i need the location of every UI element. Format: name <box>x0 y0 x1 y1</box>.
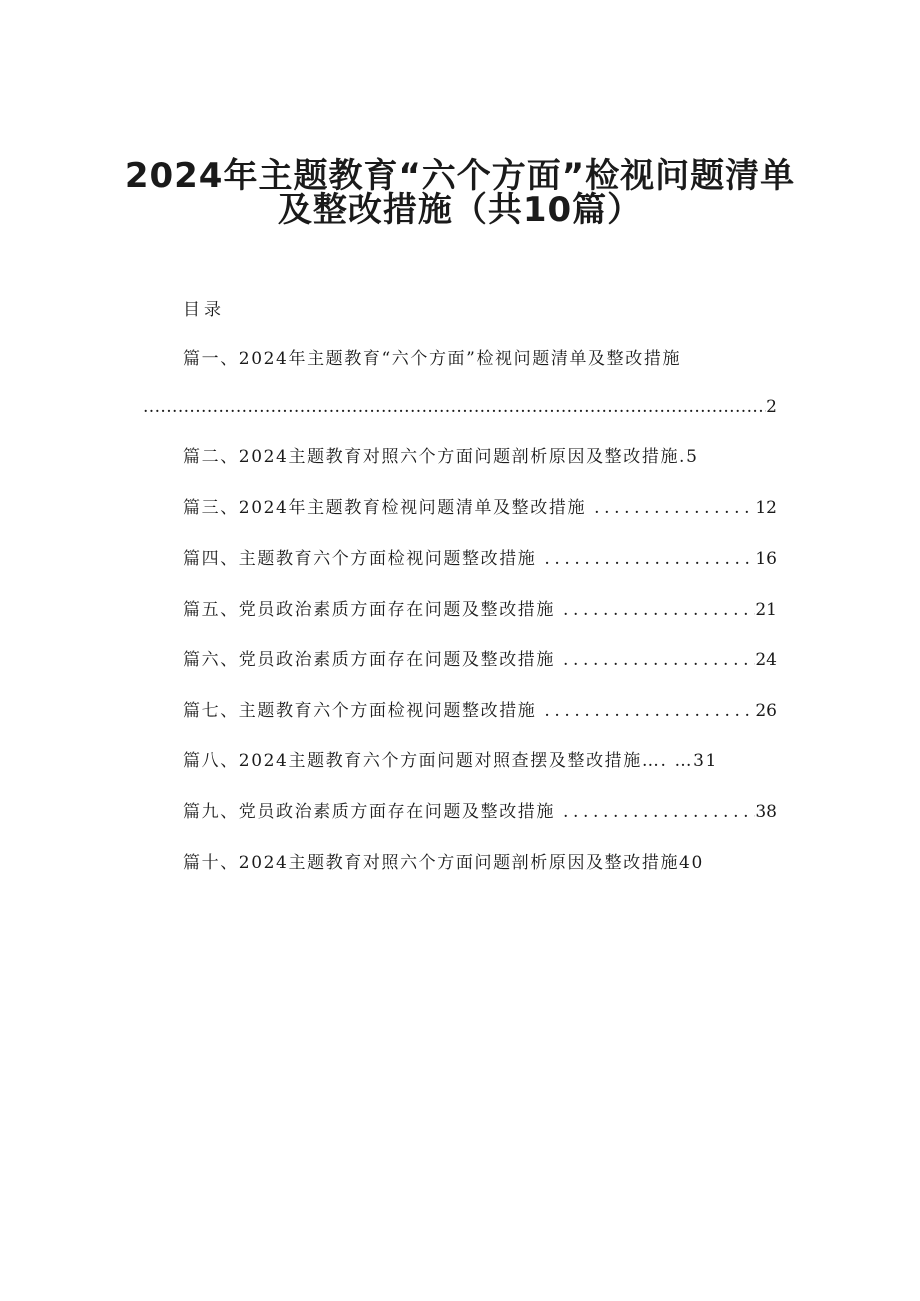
toc-entry-1[interactable] <box>183 347 777 371</box>
toc-leader-dots <box>536 547 755 571</box>
toc-entry-5[interactable] <box>183 598 777 622</box>
toc-leader-dots <box>555 800 755 824</box>
toc-entry-10-text: 篇十、2024主题教育对照六个方面问题剖析原因及整改措施40 <box>183 853 704 873</box>
toc-entry-7-text: 篇七、主题教育六个方面检视问题整改措施 <box>183 701 537 721</box>
toc-entry-4-page: 16 <box>755 549 777 569</box>
toc-entry-10[interactable] <box>183 851 777 875</box>
toc-entry-9[interactable] <box>183 800 777 824</box>
toc-entry-2-text: 篇二、2024主题教育对照六个方面问题剖析原因及整改措施.5 <box>183 447 699 467</box>
toc-entry-1-leader <box>143 395 777 419</box>
toc-entry-6-page: 24 <box>755 650 777 670</box>
toc-entry-1-text: 篇一、2024年主题教育“六个方面”检视问题清单及整改措施 <box>183 349 682 369</box>
toc-leader-dots <box>586 496 755 520</box>
toc-entry-7-page: 26 <box>755 701 777 721</box>
toc-entry-1-page: 2 <box>766 397 777 417</box>
toc-leader-dots <box>143 395 766 419</box>
toc-leader-dots <box>555 598 755 622</box>
toc-entry-8[interactable] <box>183 749 777 773</box>
toc-entry-4[interactable] <box>183 547 777 571</box>
toc-entry-3[interactable] <box>183 496 777 520</box>
toc-leader-dots <box>555 648 755 672</box>
toc-entry-9-text: 篇九、党员政治素质方面存在问题及整改措施 <box>183 802 555 822</box>
toc-entry-5-text: 篇五、党员政治素质方面存在问题及整改措施 <box>183 600 555 620</box>
toc-entry-6[interactable] <box>183 648 777 672</box>
toc-entry-3-page: 12 <box>755 498 777 518</box>
document-title-line-1: 2024年主题教育“六个方面”检视问题清单 <box>124 156 796 196</box>
toc-entry-2[interactable] <box>183 445 777 469</box>
toc-entry-4-text: 篇四、主题教育六个方面检视问题整改措施 <box>183 549 537 569</box>
toc-entry-8-text: 篇八、2024主题教育六个方面问题对照查摆及整改措施…. …31 <box>183 751 718 771</box>
toc-entry-3-text: 篇三、2024年主题教育检视问题清单及整改措施 <box>183 498 587 518</box>
toc-entry-9-page: 38 <box>755 802 777 822</box>
toc-entry-6-text: 篇六、党员政治素质方面存在问题及整改措施 <box>183 650 555 670</box>
toc-leader-dots <box>536 699 755 723</box>
toc-entry-7[interactable] <box>183 699 777 723</box>
toc-entry-5-page: 21 <box>755 600 777 620</box>
document-title-line-2: 及整改措施（共10篇） <box>277 190 643 230</box>
toc-heading: 目录 <box>183 300 225 320</box>
